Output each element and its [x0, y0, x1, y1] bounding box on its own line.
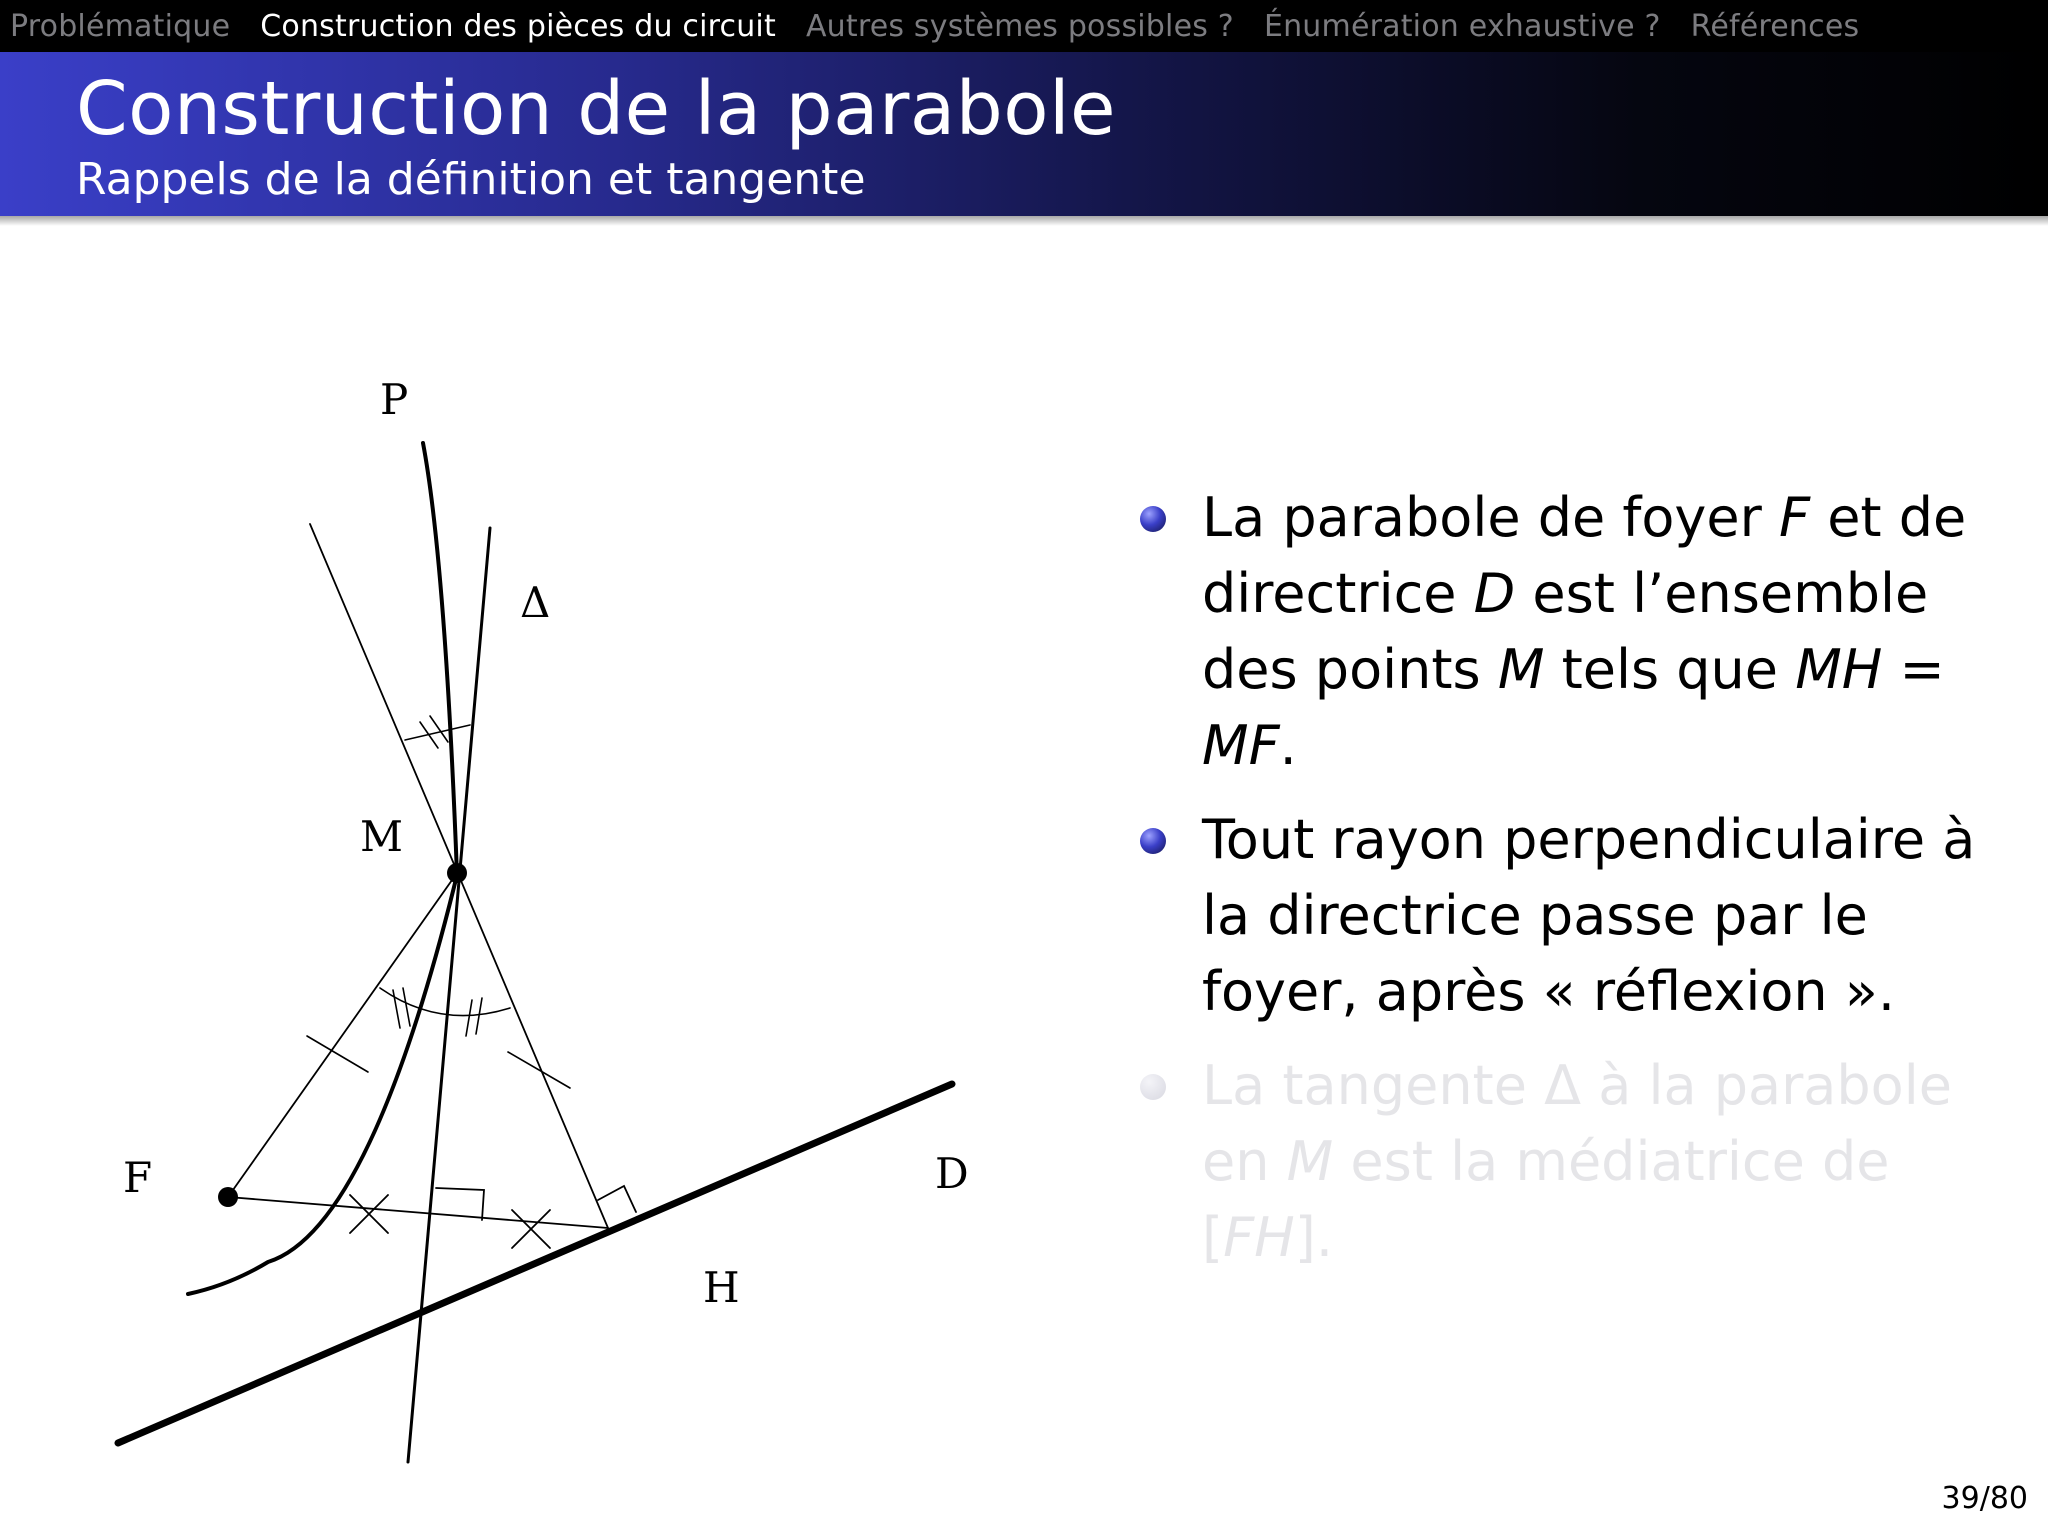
nav-item-autres-systemes[interactable]: Autres systèmes possibles ?	[805, 8, 1234, 44]
label-M: M	[360, 812, 404, 861]
parabola-construction-figure	[0, 240, 1060, 1490]
label-H: H	[703, 1263, 740, 1312]
angle-tick	[403, 988, 410, 1026]
bullet-ball-icon	[1140, 506, 1166, 532]
text-run: est l’ensemble des points	[1202, 562, 1929, 701]
angle-tick	[393, 990, 400, 1028]
point-F	[218, 1187, 238, 1207]
bullet-list	[1140, 480, 2020, 1294]
section-navigation	[0, 0, 2048, 52]
bullet-definition	[1140, 480, 2020, 784]
math-variable: M	[1497, 638, 1545, 701]
math-variable: D	[1473, 562, 1516, 625]
text-run: ].	[1294, 1206, 1333, 1269]
text-run: La parabole de foyer	[1202, 486, 1779, 549]
text-run: La tangente Δ à la parabole en	[1202, 1054, 1952, 1193]
angle-tick	[476, 998, 482, 1034]
nav-item-construction[interactable]: Construction des pièces du circuit	[260, 8, 776, 44]
label-P: P	[380, 375, 409, 424]
math-variable: M	[1286, 1130, 1334, 1193]
frame-title: Construction de la parabole	[76, 66, 1117, 152]
label-F: F	[123, 1153, 153, 1202]
directrix-line	[118, 1084, 952, 1443]
nav-item-references[interactable]: Références	[1690, 8, 1860, 44]
text-run: tels que	[1544, 638, 1796, 701]
label-Delta: Δ	[520, 578, 551, 627]
bullet-ball-icon	[1140, 828, 1166, 854]
text-run: Tout rayon perpendiculaire à la directrice passe par le foyer, après « réflexion ».	[1202, 808, 1976, 1023]
point-M	[447, 863, 467, 883]
parabola-curve	[188, 443, 457, 1294]
bullet-ball-icon	[1140, 1074, 1166, 1100]
bullet-tangent	[1140, 1048, 2020, 1276]
bullet-text	[1202, 1054, 1952, 1269]
bullet-text	[1202, 808, 1975, 1023]
text-run: =	[1882, 638, 1945, 701]
angle-arc	[380, 988, 510, 1016]
text-run: et de directrice	[1202, 486, 1967, 625]
math-variable: MF	[1202, 714, 1280, 777]
right-angle-marker	[598, 1186, 636, 1212]
text-run: est la médiatrice de [	[1202, 1130, 1890, 1269]
math-variable: F	[1778, 486, 1811, 549]
math-variable: MH	[1795, 638, 1883, 701]
text-run: .	[1279, 714, 1297, 777]
nav-item-problematique[interactable]: Problématique	[10, 8, 231, 44]
frame-subtitle: Rappels de la définition et tangente	[76, 154, 866, 205]
title-bar-shadow	[0, 216, 2048, 226]
nav-item-enumeration[interactable]: Énumération exhaustive ?	[1263, 8, 1661, 44]
math-variable: FH	[1223, 1206, 1295, 1269]
bullet-text	[1202, 486, 1966, 777]
angle-tick	[466, 1000, 472, 1036]
label-D: D	[935, 1149, 969, 1198]
length-tick	[508, 1052, 570, 1088]
page-number: 39/80	[1941, 1481, 2028, 1516]
angle-tick	[430, 716, 448, 742]
bullet-reflection	[1140, 802, 2020, 1030]
segment-FM	[228, 873, 457, 1197]
tangent-line	[408, 528, 490, 1462]
segment-FH	[228, 1197, 608, 1228]
